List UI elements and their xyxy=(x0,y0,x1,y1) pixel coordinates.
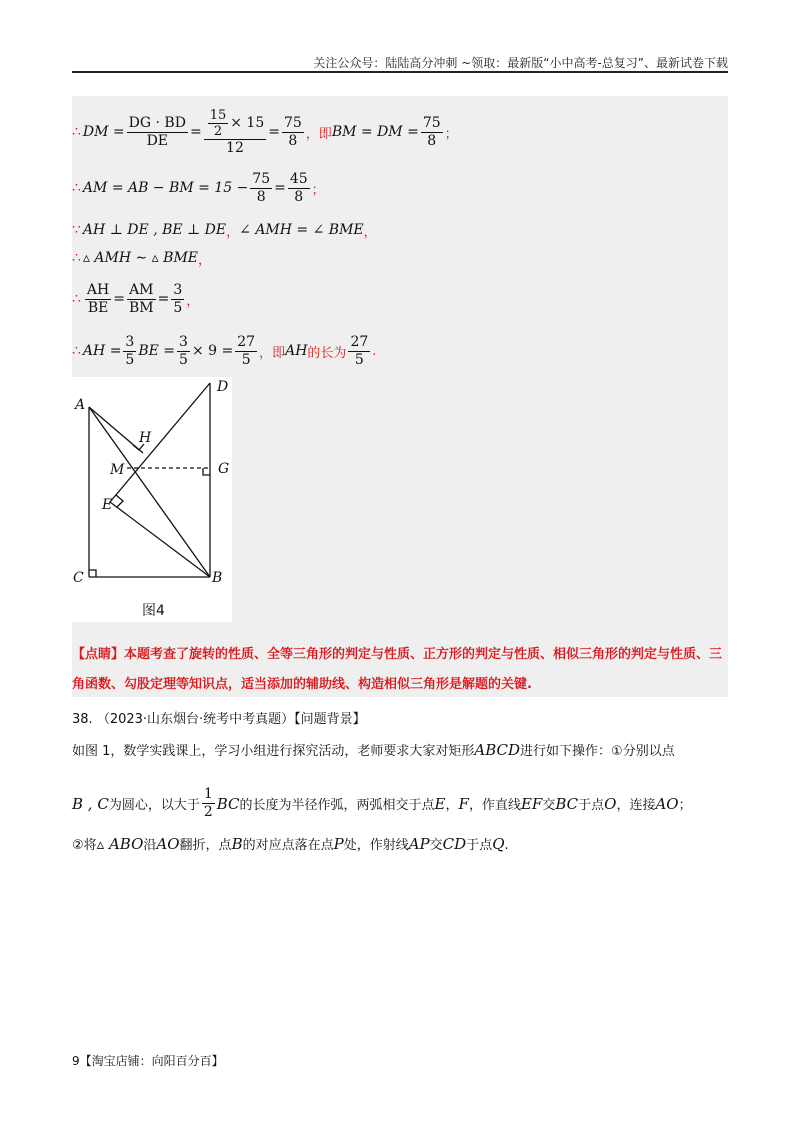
l1-f1-den: DE xyxy=(146,132,169,149)
l6-fraction-2 xyxy=(177,334,190,369)
l5-f2-num: AM xyxy=(129,281,154,298)
q-text: 的对应点落在点 xyxy=(242,838,334,853)
l3-angle: ∠ AMH = ∠ BME xyxy=(239,222,364,238)
q-math-q: Q xyxy=(492,835,505,853)
l6-fraction-4 xyxy=(348,334,370,369)
l3-sep: ， xyxy=(226,224,240,240)
l2-f2-den: 8 xyxy=(294,188,304,205)
q-math-f: F xyxy=(458,794,469,813)
l2-fraction-2 xyxy=(288,171,310,206)
segment-EB xyxy=(110,502,210,577)
l5-fraction-2 xyxy=(127,282,156,317)
q-math-cd: CD xyxy=(442,835,467,853)
l5-end: ， xyxy=(186,293,200,309)
l5-fraction-3 xyxy=(171,282,184,317)
l1-fraction-1 xyxy=(127,115,188,150)
l1-fraction-3 xyxy=(282,115,304,150)
therefore-symbol: ∴ xyxy=(72,180,81,196)
solution-line-2 xyxy=(72,168,325,208)
label-E: E xyxy=(102,497,113,513)
label-A: A xyxy=(75,397,86,413)
q-half-fraction xyxy=(202,786,215,821)
q-half-den: 2 xyxy=(203,804,213,820)
q-math-abo: ▵ ABO xyxy=(96,835,144,853)
solution-line-1 xyxy=(72,106,458,158)
label-G: G xyxy=(218,461,230,477)
geometry-figure-4 xyxy=(72,377,232,622)
l6-f2-num: 3 xyxy=(179,333,188,350)
l6-f4-num: 27 xyxy=(350,333,369,350)
therefore-symbol: ∴ xyxy=(72,343,81,359)
l2-f1-num: 75 xyxy=(252,170,271,187)
l2-end: ； xyxy=(311,182,325,198)
q-text: 为圆心，以大于 xyxy=(108,798,200,813)
q-text: ，连接 xyxy=(616,798,656,813)
q-text: 翻折，点 xyxy=(179,838,232,853)
l6-f1-den: 5 xyxy=(125,351,135,368)
l1-f3-num: 75 xyxy=(283,114,302,131)
l1-f4-num: 75 xyxy=(422,114,441,131)
right-angle-G xyxy=(203,468,210,475)
l5-fraction-1 xyxy=(85,282,111,317)
l2-eq: = xyxy=(274,180,286,196)
question-paragraph-1 xyxy=(72,740,675,759)
l6-fraction-3 xyxy=(235,334,257,369)
l6-times: × 9 = xyxy=(191,343,234,359)
l5-eq: = xyxy=(113,291,125,307)
q-math-o: O xyxy=(604,794,617,813)
l4-end: ， xyxy=(198,252,212,268)
l3-text: AH ⊥ DE , BE ⊥ DE xyxy=(82,222,227,238)
l3-end: ， xyxy=(363,224,377,240)
q-text: ， xyxy=(445,798,459,813)
key-point-comment: 【点睛】本题考查了旋转的性质、全等三角形的判定与性质、正方形的判定与性质、相似三角形的判定与性质、三角函数、勾股定理等知识点，适当添加的辅助线、构造相似三角形是解题的关键. xyxy=(72,647,723,692)
q-text: 的长度为半径作弧，两弧相交于点 xyxy=(239,798,435,813)
l1-eq2: = xyxy=(268,124,280,140)
q-math-bc: B , C xyxy=(72,794,109,813)
solution-line-6 xyxy=(72,330,376,372)
therefore-symbol: ∴ xyxy=(72,250,81,266)
q-math-e: E xyxy=(434,794,446,813)
q-text: 交 xyxy=(542,798,556,813)
q-text: ； xyxy=(678,798,692,813)
l6-mid: 的长为 xyxy=(307,345,347,361)
l2-fraction-1 xyxy=(250,171,272,206)
l2-lhs: AM = AB − BM = 15 − xyxy=(82,180,249,196)
page-header: 关注公众号：陆陆高分冲刺 ~领取：最新版“小中高考-总复习”、最新试卷下载 xyxy=(313,56,728,70)
l5-eq2: = xyxy=(157,291,170,307)
l6-be: BE = xyxy=(138,343,176,359)
solution-line-3 xyxy=(72,216,377,244)
header-rule xyxy=(72,71,728,73)
right-angle-C xyxy=(89,570,96,577)
q-math-abcd: ABCD xyxy=(474,741,521,759)
l6-lhs: AH = xyxy=(82,343,122,359)
solution-line-5 xyxy=(72,278,199,320)
l1-fraction-2 xyxy=(204,108,267,157)
l1-end: ； xyxy=(444,126,458,142)
q-math-bc: BC xyxy=(555,794,579,813)
q-text: ②将 xyxy=(72,838,97,853)
l5-f2-den: BM xyxy=(128,299,154,316)
label-C: C xyxy=(73,570,84,586)
label-D: D xyxy=(217,379,229,395)
l6-end: . xyxy=(372,343,377,359)
l6-f1-num: 3 xyxy=(125,333,135,350)
q-text: 进行如下操作：①分别以点 xyxy=(520,744,675,759)
q-math-ao: AO xyxy=(156,835,180,853)
l6-f3-den: 5 xyxy=(241,351,251,368)
q-math-ef: EF xyxy=(520,794,543,813)
l1-lhs: DM = xyxy=(82,124,125,140)
label-B: B xyxy=(212,570,223,586)
q-text: . xyxy=(504,838,509,853)
q-math-ao: AO xyxy=(655,794,679,813)
l6-f4-den: 5 xyxy=(354,351,364,368)
q-math-b: B xyxy=(231,835,243,853)
q-math-bc: BC xyxy=(216,794,240,813)
question-header xyxy=(72,708,366,727)
l6-f2-den: 5 xyxy=(179,351,188,368)
label-H: H xyxy=(139,430,152,446)
q-text: 于点 xyxy=(466,838,493,853)
l1-bm: BM = DM = xyxy=(331,124,419,140)
q-text: ，作直线 xyxy=(468,798,521,813)
l1-inner-num: 15 xyxy=(209,107,227,123)
question-number: 38. xyxy=(72,712,93,727)
q-text: 交 xyxy=(429,838,443,853)
q-text: 处，作射线 xyxy=(343,838,409,853)
l5-f1-num: AH xyxy=(86,281,110,298)
q-math-p: P xyxy=(333,835,344,853)
therefore-symbol: ∴ xyxy=(72,124,81,140)
l6-fraction-1 xyxy=(123,334,136,369)
therefore-symbol: ∴ xyxy=(72,291,81,307)
l1-inner-fraction xyxy=(208,108,229,139)
l1-sep: ，即 xyxy=(305,126,332,142)
l6-ah: AH xyxy=(285,343,308,359)
l2-f2-num: 45 xyxy=(289,170,308,187)
l5-f1-den: BE xyxy=(87,299,109,316)
solution-block xyxy=(72,96,728,697)
figure-4-svg xyxy=(72,377,232,622)
l1-eq: = xyxy=(189,124,202,140)
question-paragraph-2 xyxy=(72,786,692,821)
l5-f3-den: 5 xyxy=(173,299,183,316)
l1-f4-den: 8 xyxy=(427,132,437,149)
q-math-ap: AP xyxy=(408,835,430,853)
label-M: M xyxy=(110,462,125,478)
because-symbol: ∵ xyxy=(72,222,81,238)
l1-f1-num: DG · BD xyxy=(128,114,186,131)
l1-fraction-4 xyxy=(421,115,443,150)
figure-caption: 图4 xyxy=(142,603,165,619)
l1-f3-den: 8 xyxy=(288,132,298,149)
l5-f3-num: 3 xyxy=(173,281,183,298)
page-footer: 9【淘宝店铺：向阳百分百】 xyxy=(72,1054,224,1068)
l6-sep: ，即 xyxy=(259,345,286,361)
l4-text: ▵ AMH ∼ ▵ BME xyxy=(82,250,199,266)
l1-f2-num xyxy=(204,108,267,140)
right-angle-E xyxy=(116,495,123,507)
q-text: 沿 xyxy=(143,838,157,853)
q-text: 如图 1，数学实践课上，学习小组进行探究活动，老师要求大家对矩形 xyxy=(72,744,475,759)
solution-line-4 xyxy=(72,244,211,272)
l2-f1-den: 8 xyxy=(256,188,266,205)
l1-times15: × 15 xyxy=(230,114,265,131)
q-half-num: 1 xyxy=(203,786,213,802)
l1-f2-den: 12 xyxy=(226,139,244,156)
question-paragraph-3 xyxy=(72,834,509,853)
q-text: 于点 xyxy=(578,798,605,813)
l6-f3-num: 27 xyxy=(237,333,256,350)
segment-DE xyxy=(110,383,210,502)
question-source: （2023·山东烟台·统考中考真题）【问题背景】 xyxy=(96,712,366,727)
l1-inner-den: 2 xyxy=(213,123,223,139)
